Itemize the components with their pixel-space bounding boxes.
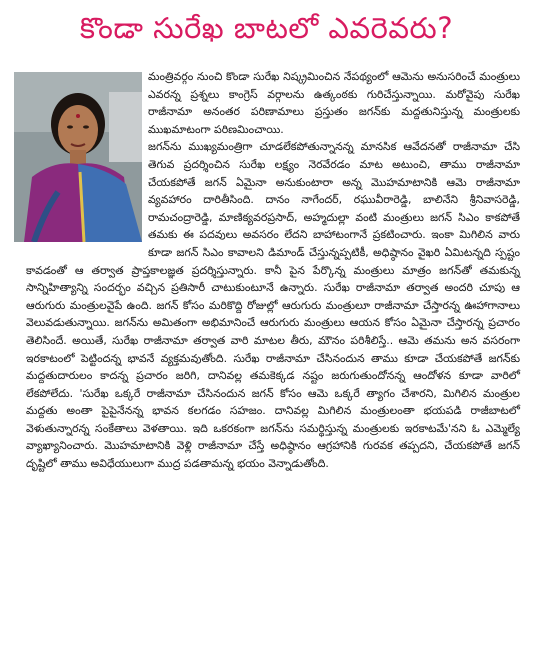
article-body bbox=[14, 68, 520, 473]
headline: కొండా సురేఖ బాటలో ఎవరెవరు? bbox=[79, 11, 454, 45]
photo-float-spacer bbox=[14, 68, 148, 244]
article-paragraph-1: మంత్రివర్గం నుంచి కొండా సురేఖ నిష్క్రమించిన నేపథ్యంలో ఆమెను అనుసరించే మంత్రులు ఎవరన్న ప్రశ్నలు కాంగ్రెస్ వర్గాలను ఉత్కంఠకు గురిచేస్తున్నాయి. మరోవైపు సురేఖ రాజీనామా అనంతర పరిణామాలు ప్రస్తుతం జగన్‌కు మద్దతునిస్తున్న మంత్రులకు ముఖమాటంగా పరిణమించాయి. bbox=[148, 70, 520, 136]
article-paragraph-2: జగన్‌ను ముఖ్యమంత్రిగా చూడలేకపోతున్నానన్న మానసిక ఆవేదనతో రాజీనామా చేసి తెగువ ప్రదర్శించిన సురేఖ లక్ష్యం నెరవేరడం మాట అటుంచి, తాము రాజీనామా చేయకపోతే జగన్ ఏమైనా అనుకుంటారా అన్న మొహమాటానికి ఆమె రాజీనామా వ్యవహారం దారితీసింది. దానం నాగేందర్, రఘువీరారెడ్డి, బాలినేని శ్రీనివాసరెడ్డి, రామచంద్రారెడ్డి, మాణిక్యవరప్రసాద్, అహ్మదుల్లా వంటి మంత్రులు జగన్ సిఎం కాకపోతే తమకు ఈ పదవులు అవసరం లేదని బాహాటంగానే ప్రకటించారు. ఇంకా మిగిలిన వారు కూడా జగన్ సిఎం కావాలని డిమాండ్ చేస్తున్నప్పటికీ, అధిష్ఠానం వైఖరి ఏమిటన్నది స్పష్టం కావడంతో ఆ తర్వాత ప్రాప్తకాలజ్ఞత ప్రదర్శిస్తున్నారు. కానీ పైన పేర్కొన్న మంత్రులు మాత్రం జగన్‌తో తమకున్న సాన్నిహిత్యాన్ని సందర్భం వచ్చిన ప్రతిసారీ చాటుకుంటూనే ఉన్నారు. సురేఖ రాజీనామా తర్వాత అందరి చూపు ఆ ఆరుగురు మంత్రులవైపే ఉంది. జగన్ కోసం మరికొద్ది రోజుల్లో ఆరుగురు మంత్రులూ రాజీనామా చేస్తారన్న ఊహాగానాలు వెలువడుతున్నాయి. జగన్‌ను అమితంగా అభిమానించే ఆరుగురు మంత్రులు ఆయన కోసం ఏమైనా చేస్తారన్న ప్రచారం తెలిసిందే. అయితే, సురేఖ రాజీనామా తర్వాత వారి మాటల తీరు, మౌనం పరిశీలిస్తే.. ఆమె తమను అన వసరంగా ఇరకాటంలో పెట్టిందన్న భావనే వ్యక్తమవుతోంది. సురేఖ రాజీనామా చేసినందున తాము కూడా చేయకపోతే జగన్‌కు మద్దతుదారులం కాదన్న ప్రచారం జరిగి, దానివల్ల తమకెక్కడ నష్టం జరుగుతుందోనన్న ఆందోళన కూడా వారిలో లేకపోలేదు. 'సురేఖ ఒక్కరే రాజీనామా చేసినందున జగన్ కోసం ఆమె ఒక్కరే త్యాగం చేశారని, మిగిలిన మంత్రుల మద్దతు అంతా పైపైనేనన్న భావన కలగడం సహజం. దానివల్ల మిగిలిన మంత్రులంతా భయపడి రాజీబాటలో వెళుతున్నారన్న సంకేతాలు వెళతాయి. ఇది ఒకరకంగా జగన్‌ను సమర్థిస్తున్న మంత్రులకు ఇరకాటమే'నని ఓ ఎమ్మెల్యే వ్యాఖ్యానించారు. మొహమాటానికి వెళ్లి రాజీనామా చేస్తే అధిష్ఠానం ఆగ్రహానికి గురవక తప్పదని, చేయకపోతే జగన్ దృష్టిలో తాము అవిధేయులుగా ముద్ర పడతామన్న భయం వెన్నాడుతోంది. bbox=[26, 140, 520, 471]
